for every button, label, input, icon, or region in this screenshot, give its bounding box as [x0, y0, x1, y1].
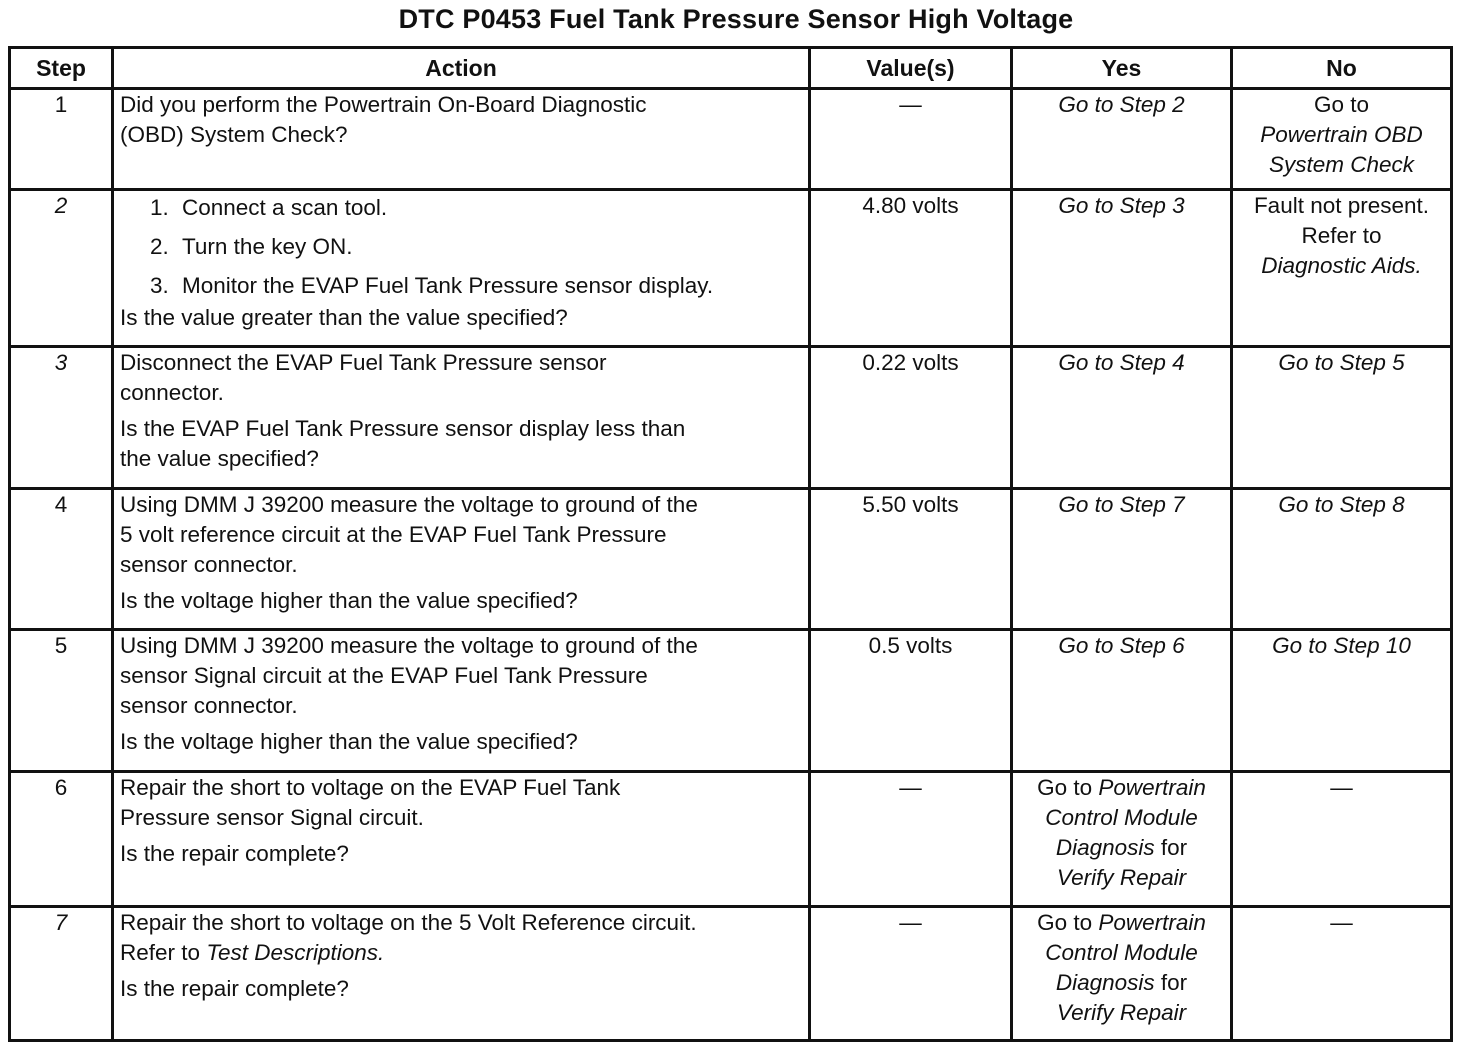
action-line: (OBD) System Check?: [120, 122, 348, 147]
no-text: Fault not present.: [1253, 193, 1430, 218]
goto-step-link[interactable]: Go to Step 6: [1058, 633, 1185, 658]
action-line: Using DMM J 39200 measure the voltage to ground of the: [120, 492, 698, 517]
no-cell: —: [1232, 907, 1452, 1041]
table-row-step-1: [10, 89, 1452, 190]
action-cell: [113, 772, 810, 907]
action-line: sensor connector.: [120, 552, 298, 577]
action-line: Using DMM J 39200 measure the voltage to ground of the: [120, 633, 698, 658]
action-cell: [113, 347, 810, 489]
no-cell: [1232, 489, 1452, 630]
obd-check-link[interactable]: System Check: [1268, 152, 1415, 177]
pcm-diagnosis-link[interactable]: Powertrain: [1098, 775, 1206, 800]
goto-step-link[interactable]: Go to Step 5: [1278, 350, 1405, 375]
yes-cell: [1012, 489, 1232, 630]
header-action: Action: [113, 48, 810, 89]
step-number: 1: [10, 89, 113, 190]
action-line: Repair the short to voltage on the EVAP Fuel Tank: [120, 775, 621, 800]
header-step: Step: [10, 48, 113, 89]
action-cell: [113, 89, 810, 190]
value-cell: —: [810, 772, 1012, 907]
step-number: 6: [10, 772, 113, 907]
goto-step-link[interactable]: Go to Step 7: [1058, 492, 1185, 517]
table-row-step-3: [10, 347, 1452, 489]
step-number: 4: [10, 489, 113, 630]
action-cell: [113, 190, 810, 347]
action-line: 5 volt reference circuit at the EVAP Fuel Tank Pressure: [120, 522, 667, 547]
action-cell: [113, 907, 810, 1041]
list-item: 3. Monitor the EVAP Fuel Tank Pressure sensor display.: [150, 273, 714, 298]
pcm-diagnosis-link[interactable]: Diagnosis: [1055, 835, 1155, 860]
obd-check-link[interactable]: Powertrain OBD: [1260, 122, 1423, 147]
action-line: connector.: [120, 380, 224, 405]
action-question: Is the voltage higher than the value specified?: [120, 588, 578, 613]
pcm-diagnosis-link[interactable]: Diagnosis: [1055, 970, 1155, 995]
action-question: Is the repair complete?: [120, 976, 349, 1001]
yes-cell: [1012, 907, 1232, 1041]
table-row-step-7: [10, 907, 1452, 1041]
action-question: Is the EVAP Fuel Tank Pressure sensor display less than: [120, 416, 686, 441]
diagnostic-aids-link[interactable]: Diagnostic Aids.: [1261, 253, 1422, 278]
test-descriptions-link[interactable]: Test Descriptions.: [206, 940, 385, 965]
value-cell: 4.80 volts: [810, 190, 1012, 347]
action-question: the value specified?: [120, 446, 319, 471]
pcm-diagnosis-link[interactable]: Control Module: [1045, 940, 1198, 965]
yes-text: Diagnosis for: [1055, 835, 1188, 860]
value-cell: 0.5 volts: [810, 630, 1012, 772]
action-question: Is the repair complete?: [120, 841, 349, 866]
verify-repair-link[interactable]: Verify Repair: [1056, 1000, 1187, 1025]
no-text: Go to: [1313, 92, 1370, 117]
header-row: [10, 48, 1452, 89]
table-row-step-5: [10, 630, 1452, 772]
no-cell: [1232, 89, 1452, 190]
diagnostic-table: [8, 46, 1453, 1042]
pcm-diagnosis-link[interactable]: Control Module: [1045, 805, 1198, 830]
action-question: Is the voltage higher than the value specified?: [120, 729, 578, 754]
action-step-list: [120, 193, 802, 301]
yes-cell: [1012, 772, 1232, 907]
no-text: Refer to: [1301, 223, 1382, 248]
yes-text: Go to Powertrain: [1037, 910, 1206, 935]
header-no: No: [1232, 48, 1452, 89]
value-cell: —: [810, 89, 1012, 190]
goto-step-link[interactable]: Go to Step 4: [1058, 350, 1185, 375]
value-cell: 0.22 volts: [810, 347, 1012, 489]
yes-text: Diagnosis for: [1055, 970, 1188, 995]
header-values: Value(s): [810, 48, 1012, 89]
action-line: Refer to Test Descriptions.: [120, 940, 385, 965]
no-cell: [1232, 347, 1452, 489]
step-number: 5: [10, 630, 113, 772]
table-row-step-4: [10, 489, 1452, 630]
list-item: 2. Turn the key ON.: [150, 234, 353, 259]
yes-text: Go to Powertrain: [1037, 775, 1206, 800]
no-cell: [1232, 190, 1452, 347]
goto-step-link[interactable]: Go to Step 10: [1272, 633, 1411, 658]
yes-cell: [1012, 190, 1232, 347]
step-number: 2: [10, 190, 113, 347]
table-row-step-2: [10, 190, 1452, 347]
action-line: Disconnect the EVAP Fuel Tank Pressure sensor: [120, 350, 607, 375]
action-line: Did you perform the Powertrain On-Board Diagnostic: [120, 92, 647, 117]
value-cell: —: [810, 907, 1012, 1041]
action-line: sensor connector.: [120, 693, 298, 718]
step-number: 7: [10, 907, 113, 1041]
action-cell: [113, 489, 810, 630]
value-cell: 5.50 volts: [810, 489, 1012, 630]
goto-step-link[interactable]: Go to Step 3: [1058, 193, 1185, 218]
goto-step-link[interactable]: Go to Step 2: [1058, 92, 1185, 117]
table-row-step-6: [10, 772, 1452, 907]
step-number: 3: [10, 347, 113, 489]
yes-cell: [1012, 347, 1232, 489]
header-yes: Yes: [1012, 48, 1232, 89]
action-cell: [113, 630, 810, 772]
goto-step-link[interactable]: Go to Step 8: [1278, 492, 1405, 517]
list-item: 1. Connect a scan tool.: [150, 195, 388, 220]
action-line: Pressure sensor Signal circuit.: [120, 805, 424, 830]
no-cell: [1232, 630, 1452, 772]
action-line: sensor Signal circuit at the EVAP Fuel Tank Pressure: [120, 663, 648, 688]
verify-repair-link[interactable]: Verify Repair: [1056, 865, 1187, 890]
yes-cell: [1012, 630, 1232, 772]
pcm-diagnosis-link[interactable]: Powertrain: [1098, 910, 1206, 935]
action-line: Repair the short to voltage on the 5 Volt Reference circuit.: [120, 910, 697, 935]
yes-cell: [1012, 89, 1232, 190]
document-title: DTC P0453 Fuel Tank Pressure Sensor High Voltage: [398, 4, 1074, 34]
no-cell: —: [1232, 772, 1452, 907]
action-question: Is the value greater than the value specified?: [120, 305, 568, 330]
